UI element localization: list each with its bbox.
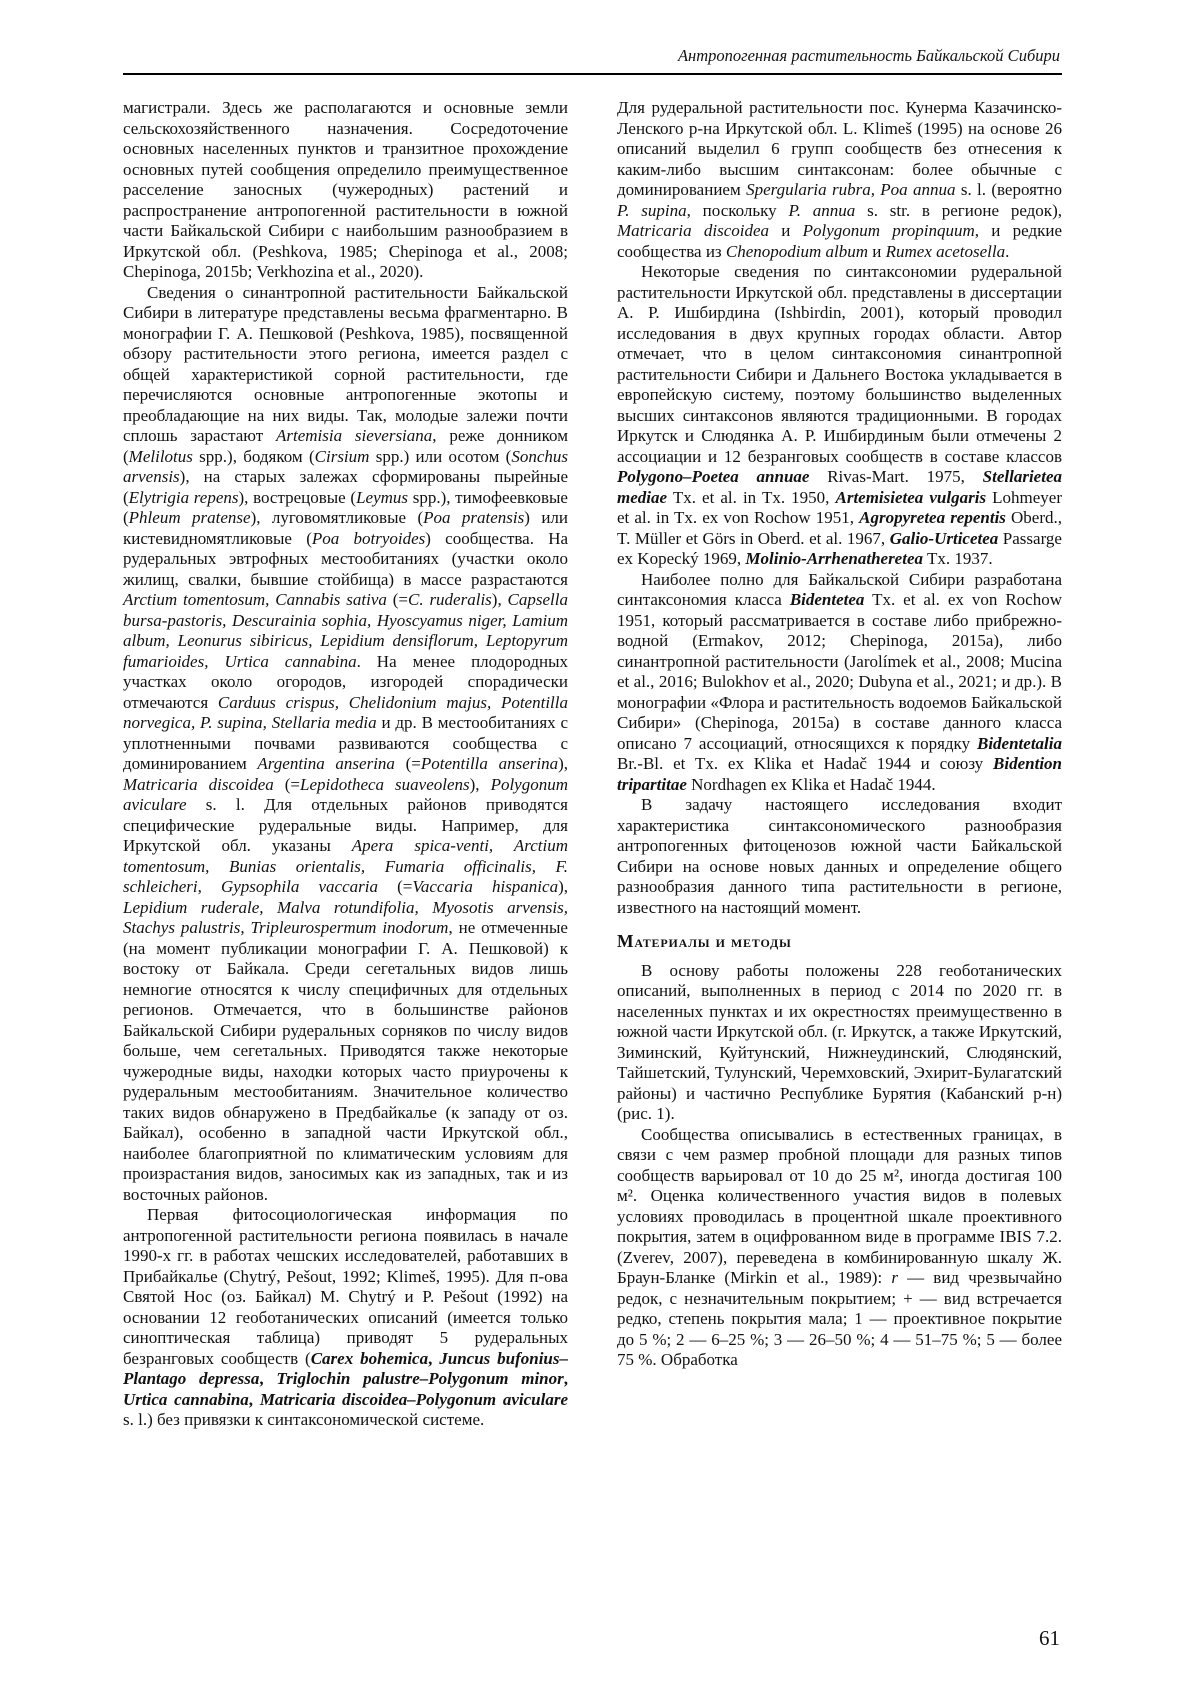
section-heading bbox=[617, 931, 1062, 952]
text-run: Сведения о синантропной растительности Байкальской Сибири в литературе представлены весьма фрагментарно. В монографии Г. А. Пешковой (Peshkova, 1985), посвященной обзору растительности этого региона, имеется раздел с общей характеристикой сорной растительности, где перечисляются основные антропогенные экотопы и преобладающие на них виды. Так, молодые залежи почти сплошь зарастают bbox=[123, 282, 568, 445]
text-run: . На менее плодородных участках около огородов, изгородей спорадически отмечаются bbox=[123, 651, 568, 712]
text-run: , поскольку bbox=[686, 200, 789, 220]
text-run: Leymus bbox=[356, 487, 409, 507]
header-rule bbox=[123, 73, 1062, 75]
paragraph bbox=[617, 262, 1062, 570]
text-run: Sonchus arvensis bbox=[123, 446, 568, 486]
text-run: Phleum pratense bbox=[128, 508, 251, 527]
text-run: В задачу настоящего исследования входит характеристика синтаксономического разнообразия антропогенных фитоценозов южной части Байкальской Сибири на основе новых данных и определение общего разнообразия данного типа растительности в регионе, известного на настоящий момент. bbox=[617, 795, 1062, 917]
paragraph bbox=[617, 570, 1062, 796]
running-head bbox=[123, 46, 1062, 75]
text-run: , и редкие сообщества из bbox=[617, 221, 1062, 261]
text-run: ), на старых залежах сформированы пырейные ( bbox=[123, 467, 568, 507]
text-run: ), bbox=[558, 877, 568, 896]
text-run: Artemisietea vulgaris bbox=[835, 487, 987, 507]
text-run: Polygonum propinquum bbox=[802, 221, 975, 240]
text-run: s. l. Для отдельных районов приводятся специфические рудеральные виды. Например, для Иркутской обл. указаны bbox=[123, 795, 568, 855]
text-run: ), bbox=[558, 754, 568, 773]
text-run: Polygono–Poetea annuae bbox=[617, 467, 810, 486]
text-run: ), вострецовые ( bbox=[238, 487, 357, 507]
paragraph bbox=[617, 961, 1062, 1125]
text-run: Tx. 1937. bbox=[923, 549, 993, 568]
text-run: ) или кистевидномятликовые ( bbox=[123, 508, 569, 548]
text-run: ), луговомятликовые ( bbox=[250, 508, 424, 527]
paragraph bbox=[617, 1125, 1062, 1371]
text-run: Tx. et al. ex von Rochow 1951, который рассматривается в составе либо прибрежно-водной (Ermakov, 2012; Chepinoga, 2015a), либо синантропной растительности (Jarolímek et al., 2008; Mucina et al., 2016; Bulokhov et al., 2020; Dubyna et al., 2021; и др.). В монографии «Флора и растительность водоемов Байкальской Сибири» (Chepinoga, 2015a) в составе данного класса описано 7 ассоциаций, относящихся к порядку bbox=[617, 590, 1062, 753]
text-run: Сообщества описывались в естественных границах, в связи с чем размер пробной площади для разных типов сообществ варьировал от 10 до 25 м², иногда достигая 100 м². Оценка количественного участия видов в полевых условиях проводилась в процентной шкале проективного покрытия, затем в оцифрованном виде в программе IBIS 7.2. (Zverev, 2007), переведена в комбинированную шкалу Ж. Браун-Бланке (Mirkin et al., 1989): bbox=[617, 1124, 1062, 1287]
paragraph bbox=[123, 283, 568, 1206]
text-run: Bidention tripartitae bbox=[617, 754, 1062, 794]
text-run: Lepidium ruderale, Malva rotundifolia, Myosotis arvensis, Stachys palustris, Tripleurospermum inodorum bbox=[123, 897, 568, 937]
paragraph bbox=[123, 1205, 568, 1431]
text-run: , bbox=[428, 1348, 440, 1368]
text-run: Lepidotheca suaveolens bbox=[300, 774, 470, 794]
text-run: Spergularia rubra, Poa annua bbox=[746, 180, 956, 199]
text-run: Carex bohemica bbox=[310, 1348, 429, 1368]
text-run: Poa botryoides bbox=[311, 528, 426, 548]
paragraph bbox=[123, 98, 568, 283]
text-run: C. ruderalis bbox=[408, 590, 492, 609]
text-run: Argentina anserina bbox=[257, 754, 395, 773]
text-run: и др. В местообитаниях с уплотненными почвами развиваются сообщества с доминированием bbox=[123, 713, 568, 773]
text-run: Rumex acetosella bbox=[885, 241, 1006, 261]
text-run: Arctium tomentosum, Cannabis sativa bbox=[123, 590, 387, 609]
left-column bbox=[123, 98, 568, 1431]
text-run: Polygonum aviculare bbox=[123, 774, 568, 814]
text-run: Capsella bursa-pastoris, Descurainia sophia, Hyoscyamus niger, Lamium album, Leonurus sibiricus, Lepidium densiflorum, Leptopyrum fumarioides, Urtica cannabina bbox=[123, 590, 568, 671]
article-body bbox=[123, 98, 1062, 1431]
text-run: Некоторые сведения по синтаксономии рудеральной растительности Иркутской обл. представлены в диссертации А. Р. Ишбирдина (Ishbirdin, 2001), который проводил исследования в двух крупных городах области. Автор отмечает, что в целом синтаксономия синантропной растительности Сибири и Дальнего Востока укладывается в европейскую систему, поэтому большинство выделенных высших синтаксонов являются традиционными. В городах Иркутск и Слюдянка А. Р. Ишбирдиным были отмечены 2 ассоциации и 12 безранговых сообществ в составе классов bbox=[617, 262, 1062, 466]
text-run: Molinio-Arrhenatheretea bbox=[745, 549, 924, 568]
text-run: Nordhagen ex Klika et Hadač 1944. bbox=[686, 774, 936, 794]
text-run: Poa pratensis bbox=[423, 508, 525, 527]
text-run: Rivas-Mart. 1975, bbox=[809, 467, 983, 486]
text-run: Lohmeyer et al. in Tx. ex von Rochow 1951, bbox=[617, 487, 1062, 527]
text-run: , bbox=[248, 1389, 260, 1409]
text-run: (= bbox=[273, 774, 301, 794]
text-run: r bbox=[891, 1268, 898, 1287]
text-run: Bidentetalia bbox=[977, 733, 1062, 753]
text-run: , не отмеченные (на момент публикации монографии Г. А. Пешковой) к востоку от Байкала. Среди сегетальных видов лишь немногие относятся к числу специфичных для отдельных регионов. Отмечается, что в большинстве районов Байкальской Сибири рудеральных сорняков по числу видов больше, чем сегетальных. Приводятся также некоторые чужеродные виды, находки которых часто приурочены к рудеральным местообитаниям. Значительное количество таких видов обнаружено в Предбайкалье (к западу от оз. Байкал), особенно в западной части Иркутской обл., наиболее благоприятной по климатическим условиям для произрастания видов, заносимых как из западных, так и из восточных районов. bbox=[123, 918, 568, 1204]
text-run: P. supina bbox=[617, 200, 687, 220]
text-run: . bbox=[1005, 241, 1010, 261]
text-run: Matricaria discoidea–Polygonum aviculare bbox=[259, 1389, 568, 1409]
text-run: spp.) или осотом ( bbox=[369, 446, 512, 466]
text-run: Br.-Bl. et Tx. ex Klika et Hadač 1944 и союзу bbox=[617, 754, 994, 773]
text-run: — вид чрезвычайно редок, с незначительным покрытием; + — вид встречается редко, степень покрытия мала; 1 — проективное покрытие до 5 %; 2 — 6–25 %; 3 — 26–50 %; 4 — 51–75 %; 5 — более 75 %. Обработка bbox=[617, 1268, 1062, 1369]
running-head-title: Антропогенная растительность Байкальской Сибири bbox=[677, 46, 1060, 65]
text-run: s. str. в регионе редок), bbox=[855, 200, 1062, 220]
text-run: (= bbox=[394, 754, 421, 773]
text-run: spp.), тимофеевковые ( bbox=[123, 487, 568, 527]
text-run: Juncus bufonius–Plantago depressa bbox=[123, 1348, 569, 1388]
text-run: Cirsium bbox=[314, 446, 370, 466]
text-run: Vaccaria hispanica bbox=[412, 877, 559, 896]
paragraph bbox=[617, 795, 1062, 918]
paragraph bbox=[617, 98, 1062, 262]
text-run: Artemisia sieversiana bbox=[275, 426, 433, 445]
text-run: магистрали. Здесь же располагаются и основные земли сельскохозяйственного назначения. Сосредоточение основных населенных пунктов и транзитное прохождение основных путей сообщения определило преимущественное расселение заносных (чужеродных) растений и распространение антропогенной растительности в южной части Байкальской Сибири с наибольшим разнообразием в Иркутской обл. (Peshkova, 1985; Chepinoga et al., 2008; Chepinoga, 2015b; Verkhozina et al., 2020). bbox=[123, 98, 568, 281]
text-run: Stellarietea mediae bbox=[617, 467, 1062, 507]
text-run: , bbox=[563, 1369, 568, 1388]
text-run: (= bbox=[377, 877, 413, 896]
text-run: Agropyretea repentis bbox=[859, 508, 1006, 527]
text-run: Melilotus bbox=[128, 446, 193, 466]
right-column bbox=[617, 98, 1062, 1431]
text-run: Apera spica-venti, Arctium tomentosum, Bunias orientalis, Fumaria officinalis, F. schleicheri, Gypsophila vaccaria bbox=[123, 836, 568, 896]
text-run: s. l. (вероятно bbox=[955, 180, 1062, 199]
text-run: Tx. et al. in Tx. 1950, bbox=[667, 487, 836, 507]
text-run: В основу работы положены 228 геоботанических описаний, выполненных в период с 2014 по 2020 гг. в населенных пунктах и их окрестностях преимущественно в южной части Иркутской обл. (г. Иркутск, а также Иркутский, Зиминский, Куйтунский, Нижнеудинский, Слюдянский, Тайшетский, Тулунский, Черемховский, Эхирит-Булагатский районы) и частично Республике Бурятия (Кабанский р-н) (рис. 1). bbox=[617, 960, 1063, 1123]
text-run: Bidentetea bbox=[789, 590, 865, 609]
text-run: и bbox=[769, 221, 803, 240]
text-run: Наиболее полно для Байкальской Сибири разработана синтаксономия класса bbox=[617, 569, 1062, 609]
text-run: и bbox=[868, 241, 886, 261]
page-number: 61 bbox=[1039, 1626, 1060, 1650]
text-run: (= bbox=[386, 590, 408, 609]
text-run: Matricaria discoidea bbox=[123, 774, 274, 794]
text-run: Carduus crispus, Chelidonium majus, Potentilla norvegica, P. supina, Stellaria media bbox=[123, 692, 568, 732]
text-run: Triglochin palustre–Polygonum minor bbox=[276, 1369, 564, 1388]
text-run: Potentilla anserina bbox=[420, 754, 559, 773]
text-run: ), bbox=[469, 774, 491, 794]
text-run: ), bbox=[491, 590, 508, 609]
text-run: Chenopodium album bbox=[725, 241, 869, 261]
text-run: s. l.) без привязки к синтаксономической системе. bbox=[123, 1410, 485, 1429]
text-run: Для рудеральной растительности пос. Кунерма Казачинско-Ленского р-на Иркутской обл. L. Klimeš (1995) на основе 26 описаний выделил 6 групп сообществ без отнесения к каким-либо высшим синтаксонам: более обычные с доминированием bbox=[617, 98, 1062, 199]
text-run: ) сообщества. На рудеральных эвтрофных местообитаниях (участки около жилищ, свалки, бывшие стойбища) в массе разрастаются bbox=[123, 528, 569, 589]
text-run: Passarge ex Kopecký 1969, bbox=[617, 528, 1062, 568]
text-run: Elytrigia repens bbox=[128, 487, 239, 507]
text-run: , реже донником ( bbox=[123, 426, 568, 466]
text-run: Galio-Urticetea bbox=[889, 528, 999, 548]
text-run: spp.), бодяком ( bbox=[192, 446, 315, 466]
text-run: Urtica cannabina bbox=[123, 1389, 249, 1409]
text-run: Первая фитосоциологическая информация по антропогенной растительности региона появилась в начале 1990-х гг. в работах чешских исследователей, работавших в Прибайкалье (Chytrý, Pešout, 1992; Klimeš, 1995). Для п-ова Святой Нос (оз. Байкал) M. Chytrý и P. Pešout (1992) на основании 12 геоботанических описаний (имеется только синоптическая таблица) приводят 5 рудеральных безранговых сообществ ( bbox=[123, 1205, 568, 1368]
text-run: , bbox=[259, 1369, 277, 1388]
text-run: Matricaria discoidea bbox=[617, 221, 770, 240]
text-run: P. annua bbox=[788, 200, 856, 220]
text-run: Материалы и методы bbox=[617, 931, 792, 951]
text-run: Oberd., T. Müller et Görs in Oberd. et al. 1967, bbox=[617, 508, 1063, 548]
